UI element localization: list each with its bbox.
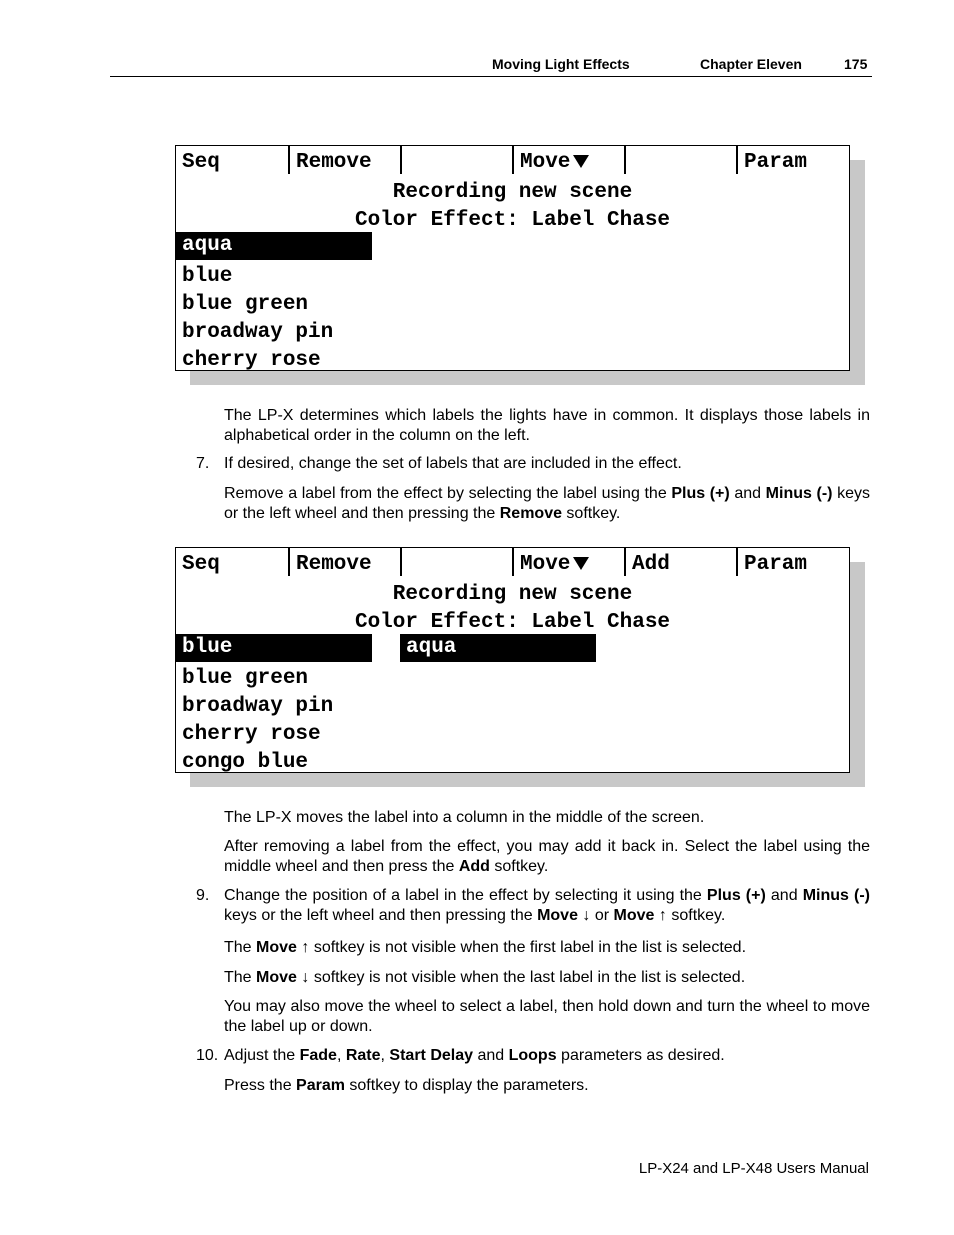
paragraph: Press the Param softkey to display the parameters. [224, 1077, 589, 1094]
step-number: 10. [196, 1047, 219, 1064]
lcd-screen-2 [175, 547, 865, 787]
selected-label[interactable]: blue [176, 634, 372, 662]
lcd-screen-1 [175, 145, 865, 385]
softkey-move-down[interactable] [512, 146, 626, 174]
label-item[interactable]: blue green [182, 293, 309, 316]
lcd-display [175, 547, 850, 773]
label-item[interactable]: broadway pin [182, 321, 334, 344]
paragraph: You may also move the wheel to select a label, then hold down and turn the wheel to move the label up or down. [224, 998, 870, 1035]
softkey-param[interactable]: Param [736, 146, 850, 174]
label-item[interactable]: cherry rose [182, 723, 321, 746]
softkey-remove[interactable]: Remove [288, 548, 402, 576]
screen-title: Recording new scene [392, 583, 633, 606]
paragraph: The LP-X moves the label into a column in the middle of the screen. [224, 809, 705, 826]
label-item[interactable]: blue green [182, 667, 309, 690]
softkey-add[interactable]: Add [624, 548, 738, 576]
softkey-blank-3[interactable] [400, 548, 514, 576]
paragraph: After removing a label from the effect, you may add it back in. Select the label using the middle wheel and then press the Add softkey. [224, 838, 870, 875]
screen-title: Recording new scene [392, 181, 633, 204]
softkey-param[interactable]: Param [736, 548, 850, 576]
chapter-title: Chapter Eleven [700, 56, 802, 72]
label-item[interactable]: blue [182, 265, 233, 288]
paragraph: Adjust the Fade, Rate, Start Delay and Loops parameters as desired. [224, 1047, 725, 1064]
down-triangle-icon [573, 155, 589, 168]
selected-label[interactable]: aqua [176, 232, 372, 260]
softkey-remove[interactable]: Remove [288, 146, 402, 174]
section-title: Moving Light Effects [492, 56, 630, 72]
paragraph: The Move ↓ softkey is not visible when the last label in the list is selected. [224, 969, 746, 986]
step-number: 9. [196, 887, 210, 904]
softkey-blank-5[interactable] [624, 146, 738, 174]
page-footer: LP-X24 and LP-X48 Users Manual [638, 1160, 869, 1177]
screen-subtitle: Color Effect: Label Chase [354, 611, 671, 634]
softkey-seq[interactable]: Seq [182, 151, 220, 174]
softkey-move-label: Move [520, 151, 571, 174]
paragraph: Remove a label from the effect by selecting the label using the Plus (+) and Minus (-) keys or the left wheel and then pressing the Remove softkey. [224, 485, 871, 522]
label-item[interactable]: broadway pin [182, 695, 334, 718]
paragraph: If desired, change the set of labels that are included in the effect. [224, 455, 682, 472]
label-item[interactable]: cherry rose [182, 349, 321, 372]
softkey-blank-3[interactable] [400, 146, 514, 174]
screen-subtitle: Color Effect: Label Chase [354, 209, 671, 232]
lcd-display [175, 145, 850, 371]
down-triangle-icon [573, 557, 589, 570]
removed-label[interactable]: aqua [400, 634, 596, 662]
step-number: 7. [196, 455, 210, 472]
softkey-move-down[interactable] [512, 548, 626, 576]
paragraph: Change the position of a label in the effect by selecting it using the Plus (+) and Minus (-) keys or the left wheel and then pressing the Move ↓ or Move ↑ softkey. [224, 887, 871, 924]
softkey-move-label: Move [520, 553, 571, 576]
paragraph: The Move ↑ softkey is not visible when the first label in the list is selected. [224, 939, 747, 956]
paragraph: The LP-X determines which labels the lights have in common. It displays those labels in alphabetical order in the column on the left. [224, 407, 870, 444]
label-item[interactable]: congo blue [182, 751, 309, 774]
page-number: 175 [844, 56, 868, 72]
softkey-seq[interactable]: Seq [182, 553, 220, 576]
page-header [110, 56, 872, 77]
